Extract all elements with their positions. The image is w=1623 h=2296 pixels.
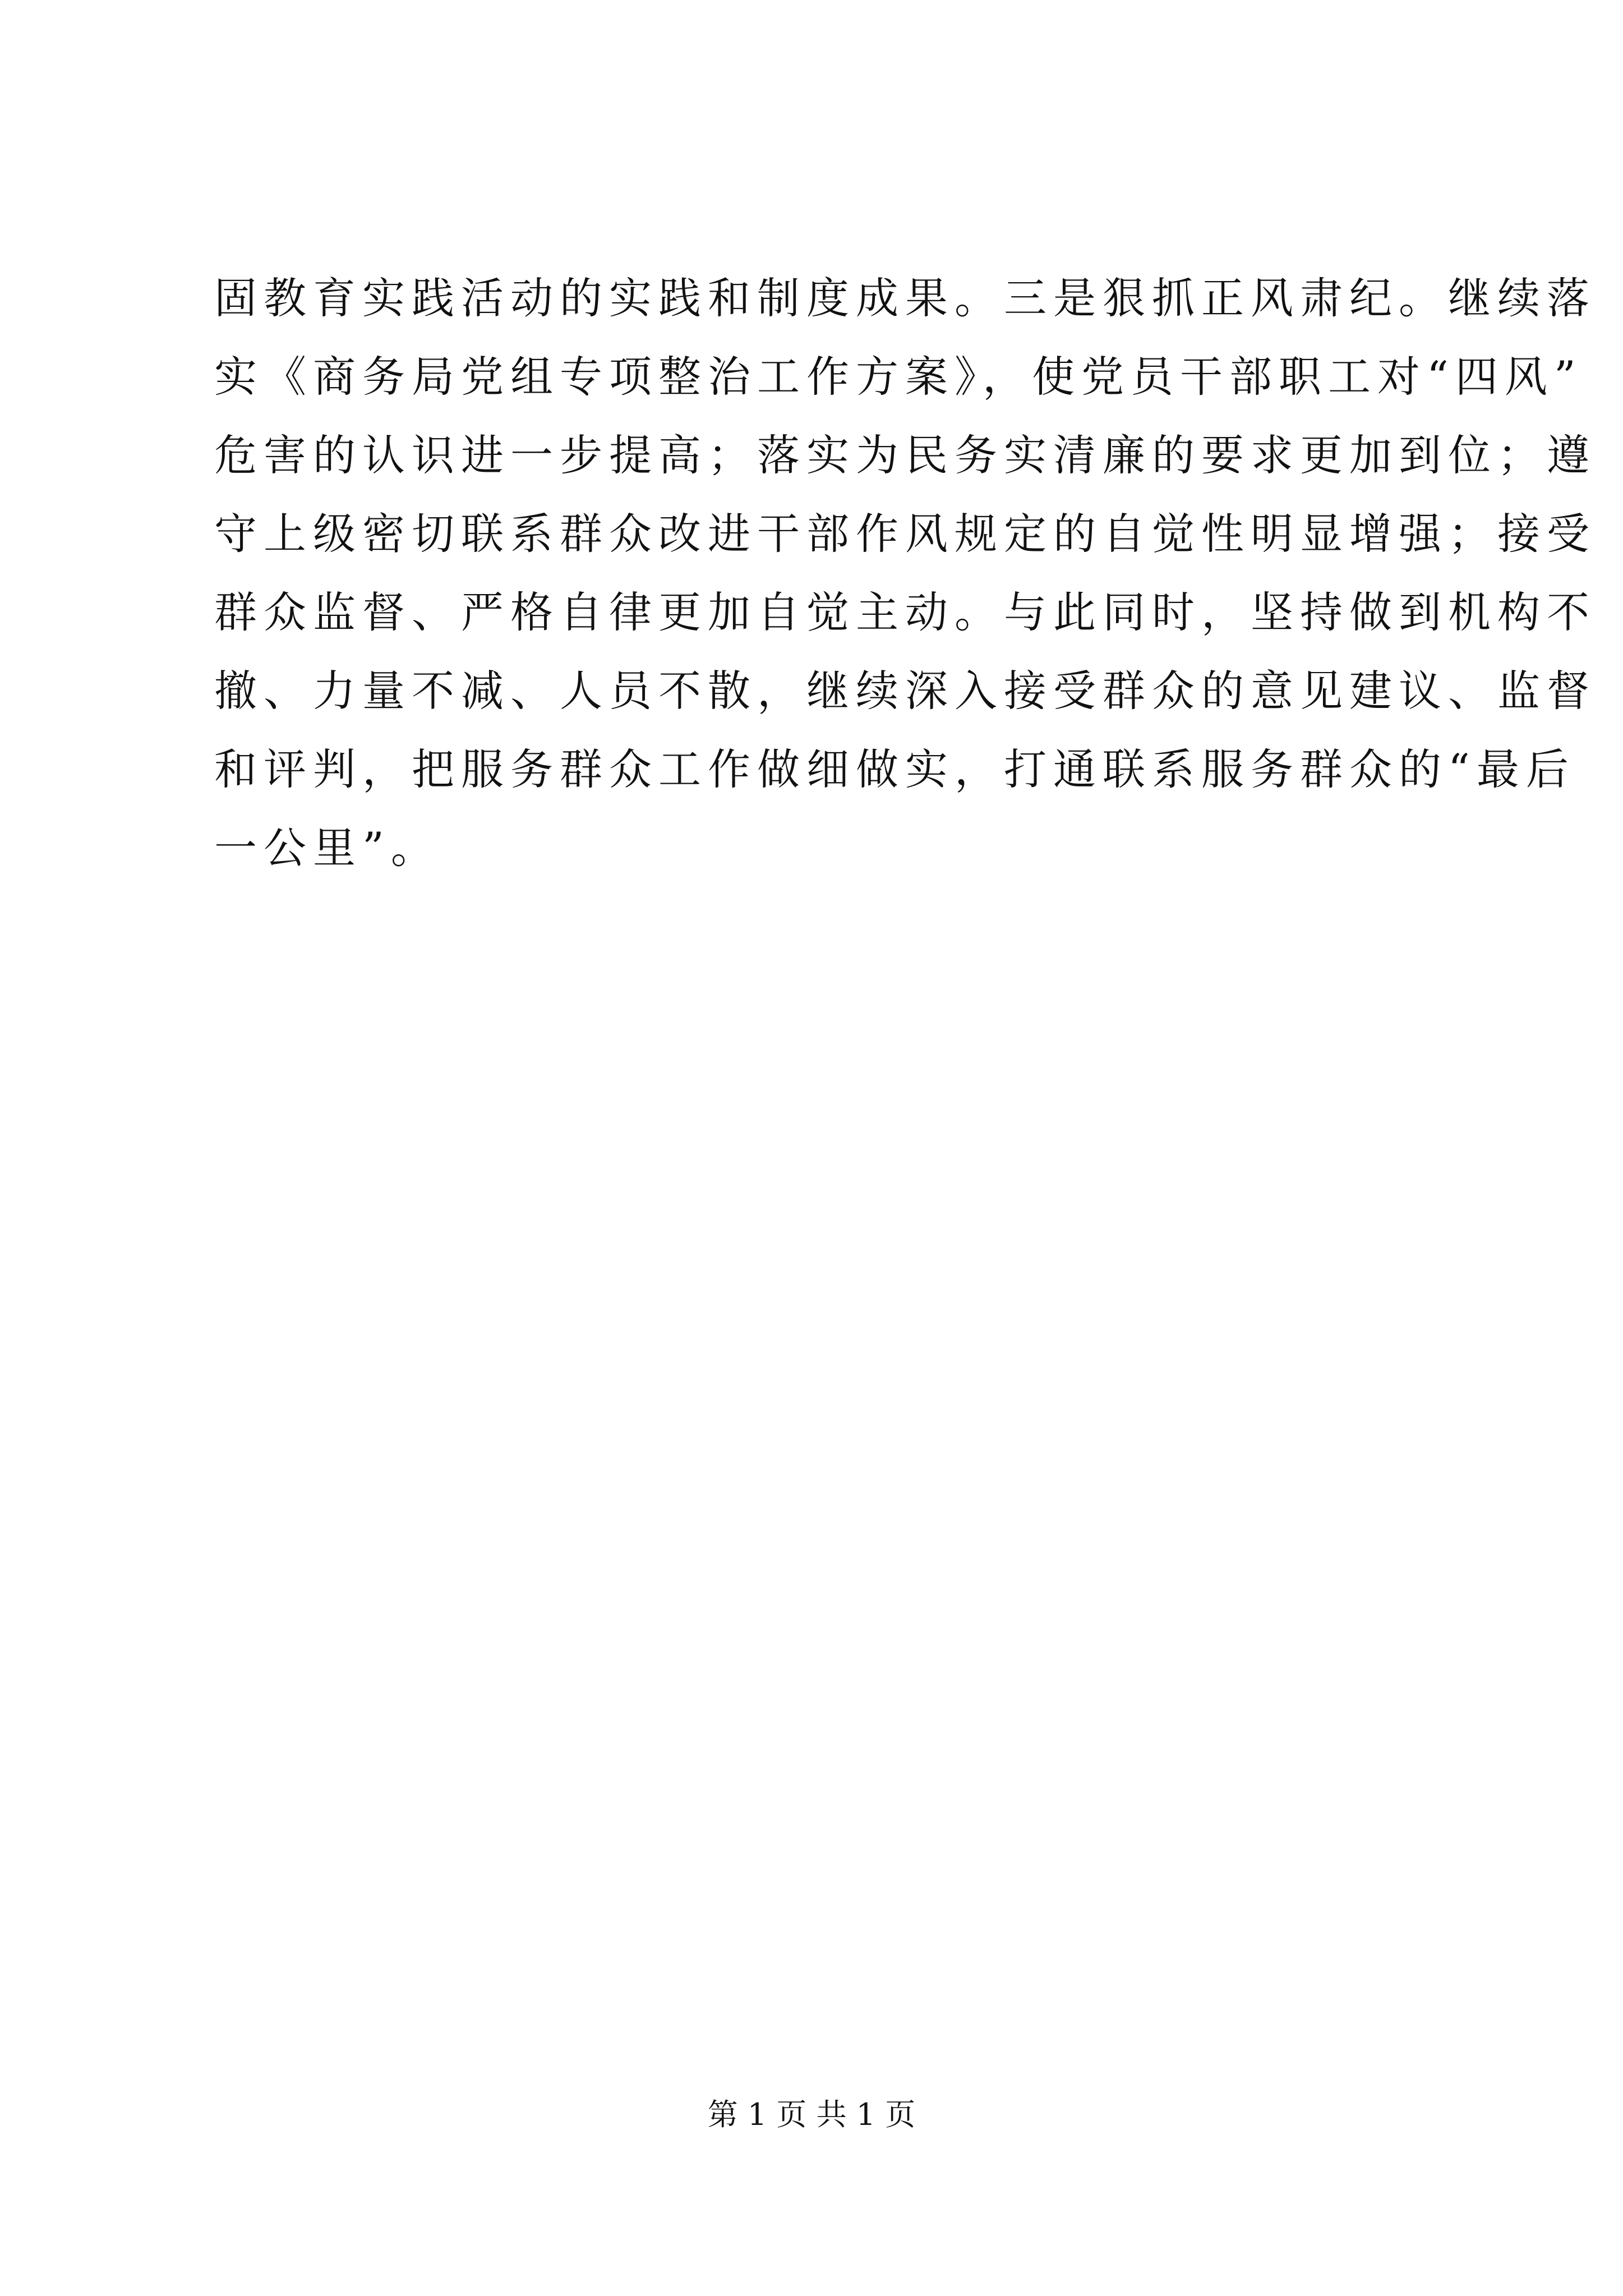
text-line: 实《商务局党组专项整治工作方案》，使党员干部职工对“四风” <box>214 352 1583 402</box>
text-line: 危害的认识进一步提高；落实为民务实清廉的要求更加到位；遵 <box>214 430 1596 480</box>
text-line: 固教育实践活动的实践和制度成果。三是狠抓正风肃纪。继续落 <box>214 273 1596 323</box>
text-line: 守上级密切联系群众改进干部作风规定的自觉性明显增强；接受 <box>214 509 1596 559</box>
page-number-footer: 第 1 页 共 1 页 <box>707 2097 916 2132</box>
text-line: 和评判，把服务群众工作做细做实，打通联系服务群众的“最后 <box>214 744 1575 794</box>
text-line: 一公里”。 <box>214 823 440 873</box>
text-line: 群众监督、严格自律更加自觉主动。与此同时，坚持做到机构不 <box>214 587 1596 637</box>
text-line: 撤、力量不减、人员不散，继续深入接受群众的意见建议、监督 <box>214 666 1596 716</box>
body-paragraph <box>214 259 1596 887</box>
